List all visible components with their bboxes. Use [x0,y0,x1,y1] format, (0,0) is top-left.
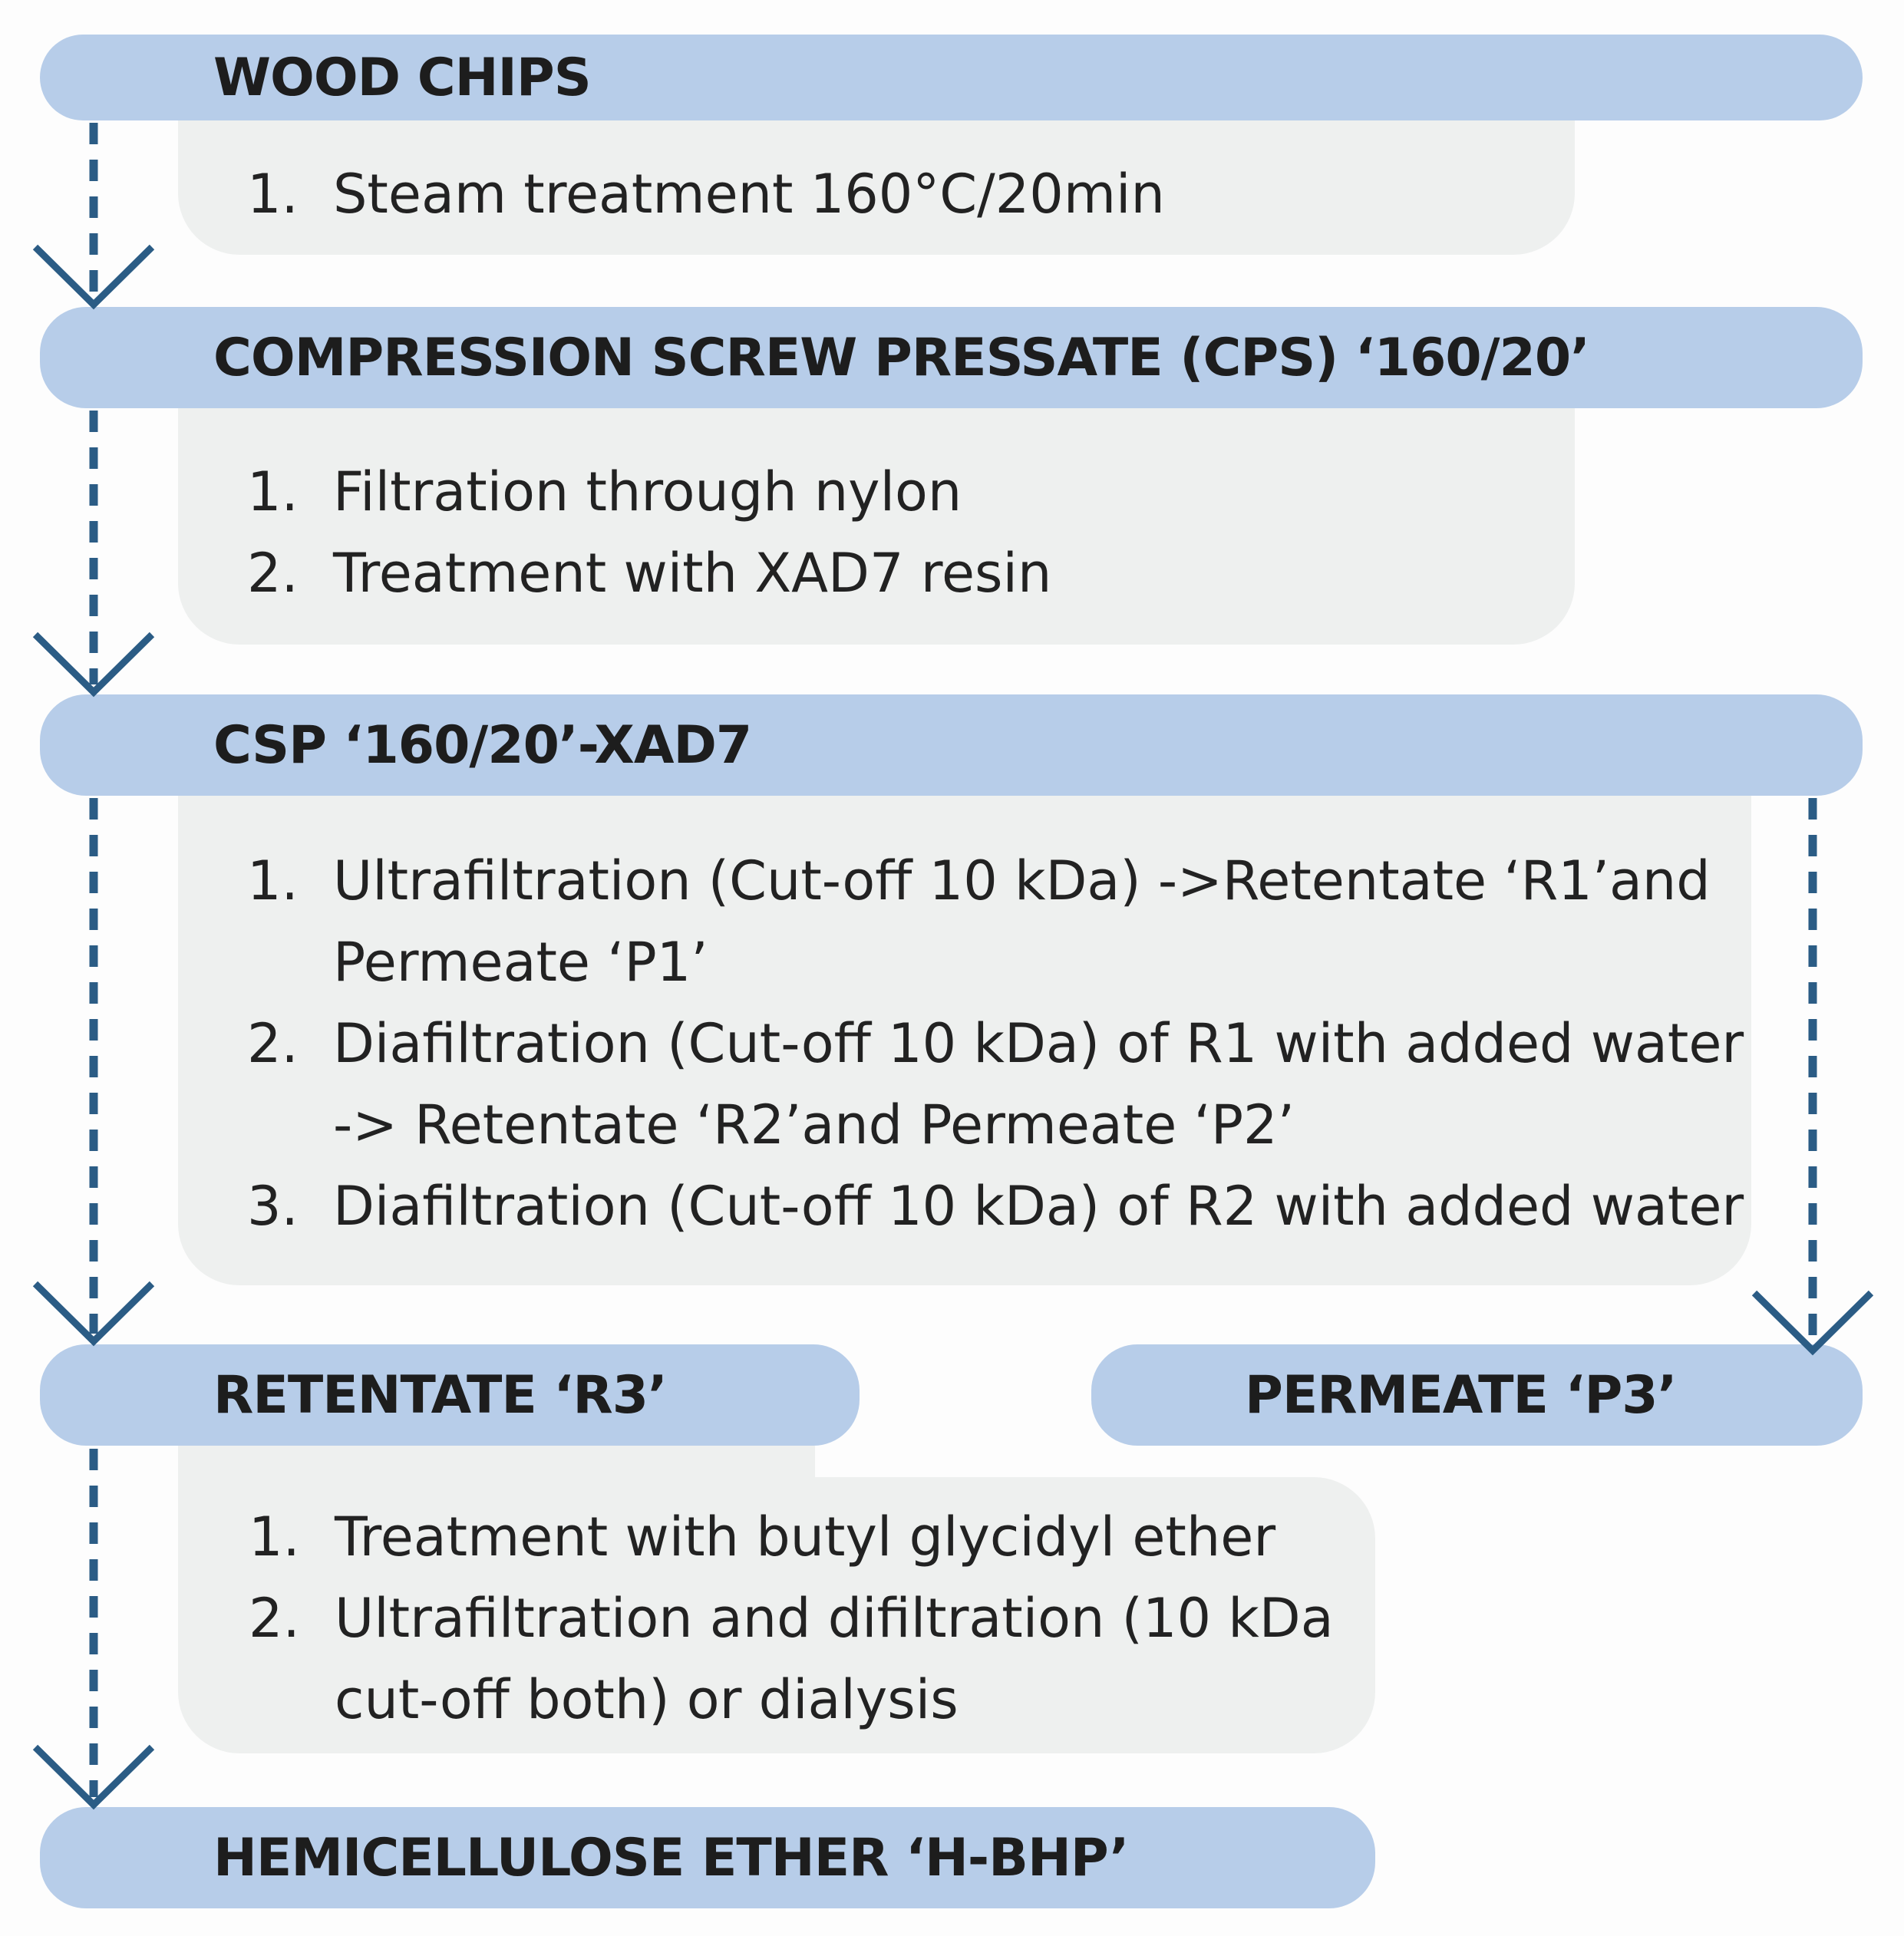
step-number: 1. [249,1506,300,1568]
stage-label: RETENTATE ‘R3’ [213,1364,667,1426]
step-number: 1. [247,163,299,226]
step-text: Steam treatment 160°C/20min [333,163,1165,226]
step-text: Filtration through nylon [333,460,962,523]
stage-label: CSP ‘160/20’-XAD7 [213,714,752,776]
step-text: Permeate ‘P1’ [333,931,708,994]
step-text: -> Retentate ‘R2’and Permeate ‘P2’ [333,1093,1295,1156]
step-text: Ultrafiltration and difiltration (10 kDa [335,1587,1334,1650]
step-text: Treatment with butyl glycidyl ether [335,1506,1276,1568]
stage-label: WOOD CHIPS [213,47,591,108]
stage-label: COMPRESSION SCREW PRESSATE (CPS) ‘160/20’ [213,327,1590,388]
step-number: 3. [247,1175,299,1238]
step-number: 2. [249,1587,300,1650]
step-number: 1. [247,849,299,912]
stage-label: HEMICELLULOSE ETHER ‘H-BHP’ [213,1827,1129,1888]
step-number: 1. [247,460,299,523]
step-text: cut-off both) or dialysis [335,1668,959,1731]
step-number: 2. [247,1012,299,1075]
step-number: 2. [247,542,299,605]
stage-label: PERMEATE ‘P3’ [1245,1364,1677,1426]
step-text: Ultrafiltration (Cut-off 10 kDa) ->Retentate ‘R1’and [333,849,1711,912]
step-text: Diafiltration (Cut-off 10 kDa) of R1 with added water [333,1012,1744,1075]
step-text: Diafiltration (Cut-off 10 kDa) of R2 with added water [333,1175,1744,1238]
step-text: Treatment with XAD7 resin [333,542,1052,605]
